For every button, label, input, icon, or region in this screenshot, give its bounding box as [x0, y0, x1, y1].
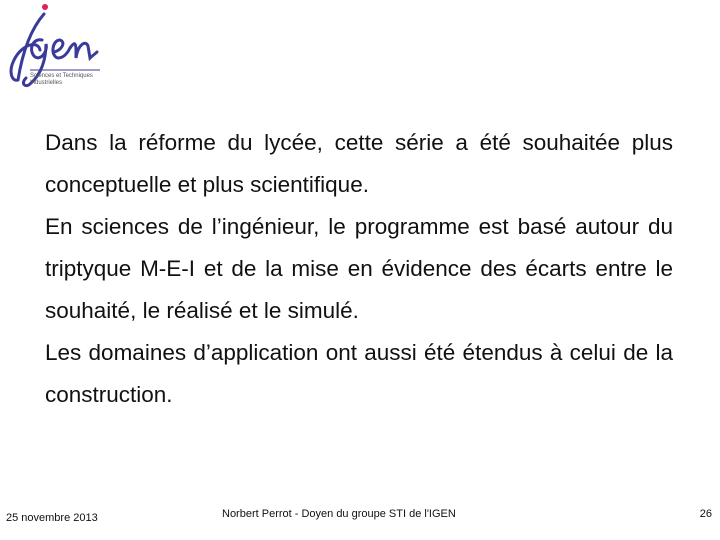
igen-logo	[0, 0, 110, 95]
paragraph-2: En sciences de l’ingénieur, le programme est basé autour du triptyque M-E-I et de la mise en évidence des écarts entre le souhaité, le réalisé et le simulé.	[45, 214, 673, 323]
paragraph-1: Dans la réforme du lycée, cette série a été souhaitée plus conceptuelle et plus scientifique.	[45, 130, 673, 197]
logo-subtitle	[30, 73, 110, 87]
footer-author: Norbert Perrot - Doyen du groupe STI de l'IGEN	[222, 508, 456, 520]
footer-date: 25 novembre 2013	[6, 512, 98, 524]
slide-body	[45, 122, 673, 416]
page-number: 26	[699, 508, 712, 520]
paragraph-3: Les domaines d’application ont aussi été étendus à celui de la construction.	[45, 340, 673, 407]
logo-subtitle-line1: Sciences et Techniques	[30, 73, 93, 79]
logo-subtitle-line2: Industrielles	[30, 80, 63, 86]
logo-dot-icon	[42, 4, 48, 10]
